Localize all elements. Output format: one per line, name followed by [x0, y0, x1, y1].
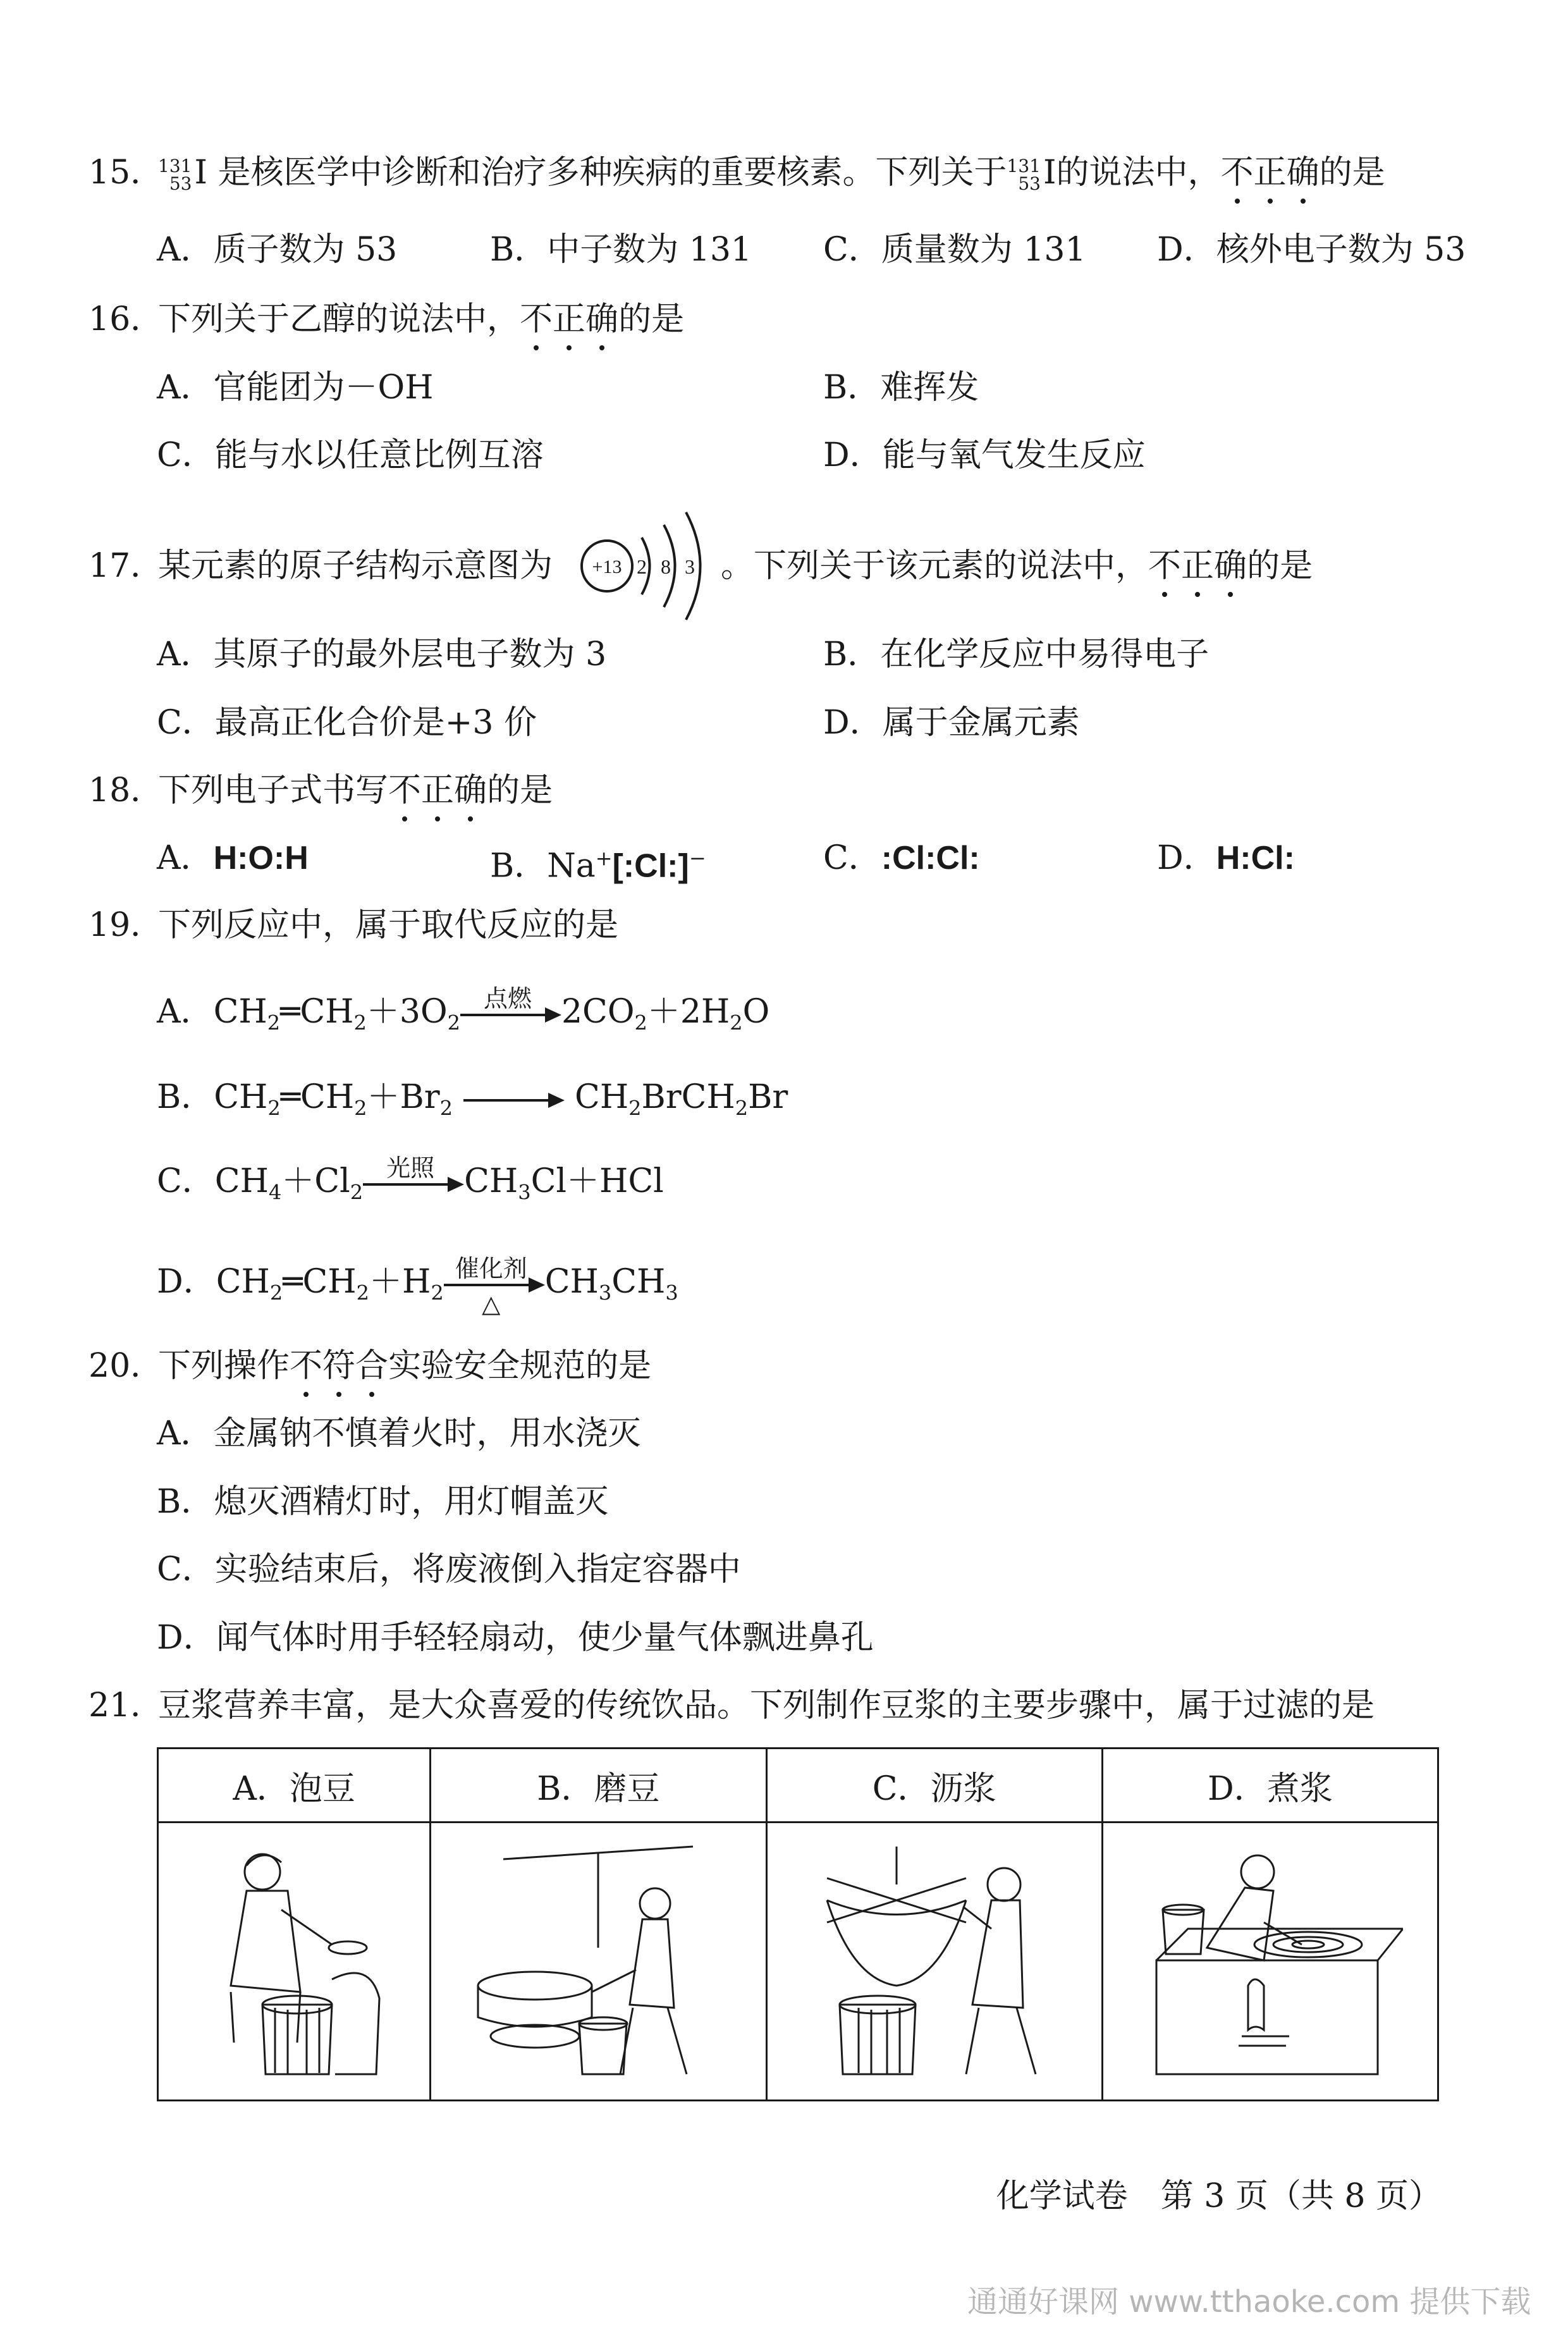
soaking-beans-illustration [187, 1834, 401, 2087]
step-label: B．磨豆 [431, 1749, 766, 1823]
step-label: C．沥浆 [766, 1749, 1102, 1823]
reaction-condition: 光照 [386, 1153, 435, 1182]
question-number: 18． [89, 771, 164, 809]
option-d [1157, 836, 1295, 880]
option-c [823, 836, 980, 880]
option-a [157, 984, 770, 1045]
question-number: 15． [89, 154, 164, 192]
element-symbol: I [1043, 154, 1057, 192]
question-text: 下列电子式书写 [158, 771, 389, 809]
option-c: C．实验结束后，将废液倒入指定容器中 [157, 1551, 741, 1589]
question-number: 21． [89, 1687, 164, 1724]
illustration-grinding-beans [431, 1823, 766, 2101]
emphasis-char: 符 [322, 1344, 355, 1388]
question-17-continued [721, 544, 1313, 588]
emphasis-char: 确 [1214, 544, 1247, 588]
option-label: B． [157, 1078, 214, 1116]
grinding-beans-illustration [465, 1834, 731, 2087]
atomic-number: 53 [1018, 173, 1041, 194]
option-c: C．质量数为 131 [823, 231, 1086, 269]
illustration-boiling-slurry [1102, 1823, 1438, 2101]
option-d: D．闻气体时用手轻轻扇动，使少量气体飘进鼻孔 [157, 1619, 874, 1657]
question-text: 实验安全规范的是 [388, 1347, 652, 1385]
shell-electron-count: 8 [661, 555, 671, 578]
question-text: 某元素的原子结构示意图为 [158, 547, 553, 585]
reaction-arrow [363, 1153, 464, 1206]
question-text: 下列反应中，属于取代反应的是 [158, 906, 619, 944]
option-b: B．熄灭酒精灯时，用灯帽盖灭 [157, 1483, 609, 1521]
emphasis-char: 不 [388, 768, 421, 813]
question-number: 17． [89, 547, 164, 585]
watermark: 通通好课网 www.tthaoke.com 提供下载 [967, 2284, 1531, 2320]
option-a: A．质子数为 53 [157, 231, 398, 269]
emphasis-char: 确 [1287, 151, 1320, 195]
option-label: D． [157, 1263, 216, 1301]
question-21 [89, 1683, 1375, 1728]
step-label: D．煮浆 [1102, 1749, 1438, 1823]
question-17 [89, 544, 553, 588]
filtering-slurry-illustration [802, 1834, 1067, 2087]
question-16 [89, 297, 684, 341]
equation: $2CO_2+2H_2O$ [561, 993, 770, 1035]
question-text: 。下列关于该元素的说法中， [721, 547, 1149, 585]
shell-electron-count: 2 [637, 555, 647, 578]
option-a: A．官能团为－OH [157, 369, 434, 407]
electron-formula: H:Cl: [1216, 840, 1295, 876]
boiling-slurry-illustration [1137, 1834, 1403, 2087]
emphasis-char: 不 [520, 297, 553, 341]
reaction-condition: 点燃 [483, 984, 532, 1012]
page-footer: 化学试卷 第 3 页（共 8 页） [996, 2177, 1442, 2215]
option-a: A．金属钠不慎着火时，用水浇灭 [157, 1415, 641, 1453]
option-label: C． [157, 1162, 215, 1200]
table-image-row [158, 1823, 1438, 2101]
emphasis-char: 确 [454, 768, 487, 813]
question-text: 下列关于乙醇的说法中， [158, 300, 520, 338]
question-number: 16． [89, 300, 164, 338]
reaction-condition: 催化剂 [455, 1254, 527, 1282]
emphasis-char: 正 [421, 768, 454, 813]
question-18 [89, 768, 553, 813]
question-text: 的是 [487, 771, 553, 809]
charge: − [689, 846, 706, 870]
question-text: 的说法中， [1056, 154, 1221, 192]
atomic-number: 53 [169, 173, 192, 194]
emphasis-char: 确 [585, 297, 618, 341]
emphasis-char: 不 [290, 1344, 322, 1388]
charge: + [595, 846, 613, 870]
reaction-arrow [463, 1078, 565, 1122]
steps-table [157, 1747, 1439, 2101]
option-b [490, 836, 706, 888]
option-b: B．在化学反应中易得电子 [823, 636, 1210, 673]
option-label: C． [823, 839, 881, 877]
reaction-arrow [460, 984, 561, 1036]
equation: $CH_2BrCH_2Br$ [564, 1078, 788, 1121]
question-number: 20． [89, 1347, 164, 1385]
option-label: A． [157, 839, 214, 877]
question-number: 19． [89, 906, 164, 944]
option-d: D．核外电子数为 53 [1157, 231, 1466, 269]
option-c [157, 1153, 664, 1214]
question-text: 下列操作 [158, 1347, 290, 1385]
equation: $CH_2═CH_2+3O_2$ [213, 993, 460, 1035]
reaction-condition-heat: △ [482, 1289, 501, 1318]
option-d [157, 1254, 678, 1318]
table-header-row [158, 1749, 1438, 1823]
question-text: 的是 [618, 300, 685, 338]
electron-formula-anion: [:Cl:] [612, 847, 689, 885]
option-d: D．能与氧气发生反应 [823, 436, 1146, 474]
option-b: B．中子数为 131 [490, 231, 752, 269]
emphasis-char: 正 [553, 297, 585, 341]
option-label: B． [490, 847, 548, 885]
option-b [157, 1075, 788, 1130]
equation: $CH_3CH_3$ [544, 1263, 678, 1305]
option-a: A．其原子的最外层电子数为 3 [157, 636, 607, 673]
option-label: A． [157, 993, 214, 1031]
question-19 [89, 903, 618, 947]
reaction-arrow [444, 1254, 545, 1318]
emphasis-char: 不 [1221, 151, 1254, 195]
illustration-filtering-slurry [766, 1823, 1102, 2101]
electron-formula-cation: Na [547, 847, 596, 885]
option-label: D． [1157, 839, 1216, 877]
mass-number: 131 [1007, 155, 1041, 176]
question-text: 是核医学中诊断和治疗多种疾病的重要核素。下列关于 [217, 154, 1007, 192]
emphasis-char: 正 [1254, 151, 1287, 195]
electron-formula: H:O:H [213, 840, 309, 876]
option-b: B．难挥发 [823, 369, 979, 407]
question-text: 的是 [1319, 154, 1385, 192]
question-text: 的是 [1247, 547, 1313, 585]
equation: $CH_2═CH_2+Br_2$ [214, 1078, 453, 1121]
shell-electron-count: 3 [685, 555, 695, 578]
nucleus-charge: +13 [592, 556, 622, 577]
step-label: A．泡豆 [158, 1749, 431, 1823]
emphasis-char: 正 [1181, 544, 1214, 588]
element-symbol: I [194, 154, 207, 192]
isotope-notation [158, 157, 192, 193]
question-20 [89, 1344, 651, 1388]
equation: $CH_4+Cl_2$ [214, 1162, 364, 1205]
equation: $CH_2═CH_2+H_2$ [216, 1263, 444, 1305]
electron-formula: :Cl:Cl: [881, 840, 980, 876]
illustration-soaking-beans [158, 1823, 431, 2101]
option-c: C．最高正化合价是+3 价 [157, 704, 537, 742]
option-c: C．能与水以任意比例互溶 [157, 436, 544, 474]
mass-number: 131 [158, 155, 192, 176]
emphasis-char: 合 [355, 1344, 388, 1388]
question-text: 豆浆营养丰富，是大众喜爱的传统饮品。下列制作豆浆的主要步骤中，属于过滤的是 [158, 1687, 1375, 1724]
isotope-notation [1007, 157, 1041, 193]
option-d: D．属于金属元素 [823, 704, 1080, 742]
emphasis-char: 不 [1148, 544, 1181, 588]
question-15 [89, 151, 1385, 195]
equation: $CH_3Cl+HCl$ [464, 1162, 664, 1205]
atomic-structure-diagram [579, 506, 714, 626]
option-a [157, 836, 309, 880]
